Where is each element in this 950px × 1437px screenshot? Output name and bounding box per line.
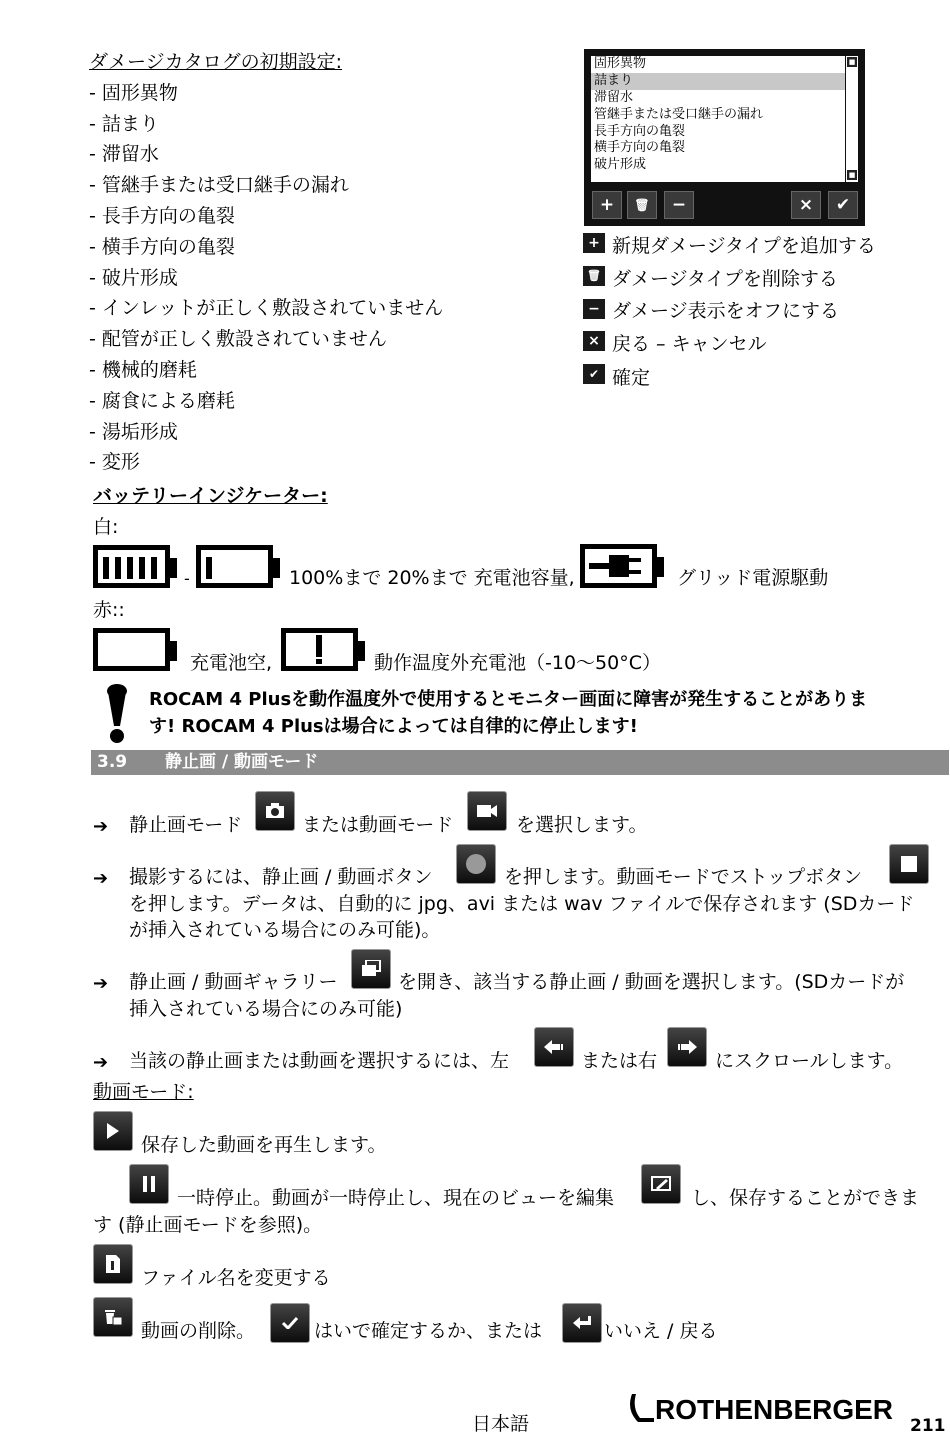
camera-icon <box>255 791 295 831</box>
gallery-icon <box>351 949 391 989</box>
step4-text-a: 当該の静止画または動画を選択するには、左 <box>129 1050 510 1072</box>
close-icon: × <box>583 331 605 351</box>
battery-temperature-text: 動作温度外充電池（-10～50°C） <box>374 652 661 674</box>
list-item: - 長手方向の亀裂 <box>89 204 235 227</box>
arrow-icon: ➔ <box>93 868 109 889</box>
pause-text-b: し、保存することができま <box>691 1187 920 1209</box>
brand-logo: ROTHENBERGER <box>655 1394 894 1425</box>
grid-power-text: グリッド電源駆動 <box>677 567 829 589</box>
screen-delete-button[interactable]: 🗑 <box>627 191 657 219</box>
play-text: 保存した動画を再生します。 <box>141 1134 387 1156</box>
step2-text-c: を押します。データは、自動的に jpg、avi または wav ファイルで保存されます (SDカード <box>129 893 915 915</box>
list-item: - インレットが正しく敷設されていません <box>89 297 444 320</box>
battery-empty-icon <box>93 628 170 671</box>
screen-confirm-button[interactable]: ✔ <box>828 191 858 219</box>
list-item: - 変形 <box>89 451 140 474</box>
screen-list-item[interactable]: 固形異物 <box>594 56 647 71</box>
play-icon <box>93 1111 133 1151</box>
legend-hide-text: ダメージ表示をオフにする <box>612 300 840 322</box>
screen-list-item[interactable]: 横手方向の亀裂 <box>594 140 686 156</box>
section-number: 3.9 <box>97 752 128 772</box>
screen-scrollbar[interactable] <box>846 56 858 182</box>
battery-full-icon <box>93 545 170 588</box>
list-item: - 詰まり <box>89 112 159 135</box>
screen-cancel-button[interactable]: × <box>791 191 821 219</box>
warning-line-1: ROCAM 4 Plusを動作温度外で使用するとモニター画面に障害が発生することがありま <box>149 689 868 710</box>
list-item: - 機械的磨耗 <box>89 358 197 381</box>
step3-text-a: 静止画 / 動画ギャラリー <box>129 971 338 993</box>
battery-section-title: バッテリーインジケーター: <box>93 485 328 507</box>
list-item: - 管継手または受口継手の漏れ <box>89 174 349 197</box>
arrow-icon: ➔ <box>93 973 109 994</box>
list-item: - 破片形成 <box>89 266 178 289</box>
minus-icon: − <box>583 299 605 319</box>
screen-list-item-selected[interactable]: 詰まり <box>591 73 845 90</box>
step2-text-a: 撮影するには、静止画 / 動画ボタン <box>129 866 433 888</box>
rename-text: ファイル名を変更する <box>141 1267 331 1289</box>
damage-catalog-title: ダメージカタログの初期設定: <box>89 51 343 73</box>
legend-delete-text: ダメージタイプを削除する <box>612 268 838 290</box>
step4-text-b: または右 <box>581 1050 658 1072</box>
list-item: - 湯垢形成 <box>89 420 178 443</box>
step2-text-d: が挿入されている場合にのみ可能)。 <box>129 919 441 941</box>
damage-catalog <box>89 47 443 478</box>
legend-confirm-text: 確定 <box>612 367 651 389</box>
scroll-up-icon[interactable]: ■ <box>848 58 856 66</box>
battery-empty-text: 充電池空, <box>190 652 273 674</box>
trash-icon: 🗑 <box>583 266 605 286</box>
step1-text-b: または動画モード <box>302 814 454 836</box>
list-item: - 配管が正しく敷設されていません <box>89 328 387 351</box>
video-camera-icon <box>467 791 507 831</box>
arrow-left-icon <box>534 1027 574 1067</box>
stop-icon <box>889 844 929 884</box>
battery-dash: - <box>184 569 190 588</box>
screen-list-item[interactable]: 長手方向の亀裂 <box>594 123 686 139</box>
legend-cancel-text: 戻る – キャンセル <box>612 333 767 355</box>
step4-text-c: にスクロールします。 <box>715 1050 904 1072</box>
step1-text-c: を選択します。 <box>516 814 648 836</box>
confirm-check-icon <box>270 1303 310 1343</box>
pause-text-c: す (静止画モードを参照)。 <box>93 1214 323 1236</box>
list-item: - 滞留水 <box>89 143 159 166</box>
video-mode-title: 動画モード: <box>93 1081 194 1103</box>
battery-white-text: 100%まで 20%まで 充電池容量, <box>289 567 575 589</box>
list-item: - 固形異物 <box>89 81 178 104</box>
rename-file-icon <box>93 1244 133 1284</box>
delete-video-icon <box>93 1297 133 1337</box>
pause-text-a: 一時停止。動画が一時停止し、現在のビューを編集 <box>177 1187 615 1209</box>
brand-swoosh-icon <box>626 1392 656 1428</box>
exclamation-icon <box>104 684 130 744</box>
step3-text-b: を開き、該当する静止画 / 動画を選択します。(SDカードが <box>398 971 905 993</box>
delete-text-b: はいで確定するか、または <box>314 1320 543 1342</box>
footer-language: 日本語 <box>472 1413 530 1435</box>
page-number: 211 <box>910 1416 946 1436</box>
screen-hide-button[interactable]: − <box>664 191 694 219</box>
battery-white-label: 白: <box>93 516 119 538</box>
list-item: - 横手方向の亀裂 <box>89 235 235 258</box>
section-title: 静止画 / 動画モード <box>165 752 319 772</box>
arrow-icon: ➔ <box>93 1052 109 1073</box>
step3-text-c: 挿入されている場合にのみ可能) <box>129 998 403 1020</box>
arrow-right-icon <box>667 1027 707 1067</box>
screen-list-item[interactable]: 破片形成 <box>594 157 647 173</box>
warning-line-2: す! ROCAM 4 Plusは場合によっては自律的に停止します! <box>149 716 638 737</box>
pause-icon <box>129 1164 169 1204</box>
plus-icon: + <box>583 233 605 253</box>
battery-red-label: 赤:: <box>93 599 125 621</box>
section-heading <box>91 750 949 775</box>
damage-screen-screenshot <box>584 49 865 226</box>
arrow-icon: ➔ <box>93 816 109 837</box>
delete-text-a: 動画の削除。 <box>141 1320 256 1342</box>
battery-low-icon <box>196 545 273 588</box>
battery-temperature-icon <box>281 628 358 671</box>
legend-add-text: 新規ダメージタイプを追加する <box>612 235 876 257</box>
check-icon: ✔ <box>583 364 605 384</box>
edit-image-icon <box>641 1164 681 1204</box>
step1-text-a: 静止画モード <box>129 814 243 836</box>
back-icon <box>562 1303 602 1343</box>
scroll-down-icon[interactable]: ■ <box>848 171 856 179</box>
screen-list-item[interactable]: 管継手または受口継手の漏れ <box>594 106 764 122</box>
list-item: - 腐食による磨耗 <box>89 389 235 412</box>
record-icon <box>456 844 496 884</box>
screen-add-button[interactable]: + <box>592 191 622 219</box>
screen-list-item[interactable]: 滞留水 <box>594 89 634 105</box>
delete-text-c: いいえ / 戻る <box>604 1320 718 1342</box>
screen-damage-list <box>591 56 845 182</box>
grid-power-icon <box>580 544 657 588</box>
step2-text-b: を押します。動画モードでストップボタン <box>504 866 863 888</box>
